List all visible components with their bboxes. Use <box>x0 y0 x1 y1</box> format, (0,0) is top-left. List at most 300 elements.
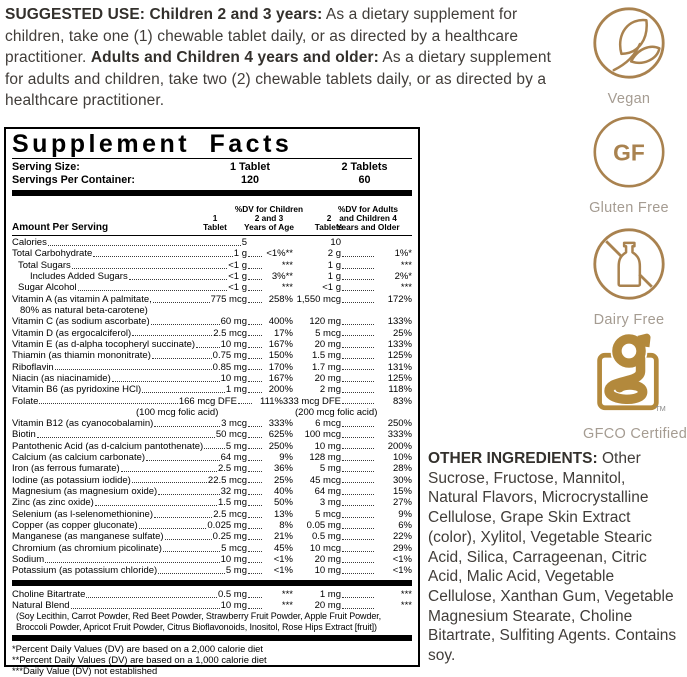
dv-adults: 133% <box>387 316 412 328</box>
gluten-free-badge-label: Gluten Free <box>589 200 669 216</box>
leader-dots <box>153 302 210 303</box>
dv-adults: 28% <box>392 463 412 475</box>
leader-dots <box>158 494 219 495</box>
table-row <box>12 565 412 576</box>
suggested-use-heading-adults: Adults and Children 4 years and older: <box>90 49 379 66</box>
leader-dots <box>248 505 262 506</box>
svg-text:TM: TM <box>655 403 666 413</box>
amount-2-tablets: 10 <box>330 237 341 249</box>
amount-1-tablet: 5 mg <box>225 565 247 577</box>
amount-1-tablet: 0.025 mg <box>207 520 247 531</box>
dv-children: 3%** <box>271 271 293 283</box>
dv-children: *** <box>281 588 293 600</box>
leader-dots <box>146 460 220 461</box>
other-ingredients-heading: OTHER INGREDIENTS: <box>428 450 598 467</box>
amount-2-tablets: <1 g <box>322 282 341 294</box>
suggested-use-text <box>5 4 567 112</box>
leader-dots <box>248 482 262 483</box>
other-rows <box>12 589 412 633</box>
amount-1-tablet: <1 g <box>228 282 247 294</box>
dv-children: 170% <box>268 361 293 373</box>
leader-dots <box>342 426 374 427</box>
nutrient-name: Total Carbohydrate <box>12 248 93 260</box>
leader-dots <box>248 608 262 609</box>
table-row <box>12 328 412 339</box>
svg-text:GF: GF <box>613 139 645 166</box>
dairy-free-icon <box>591 226 667 302</box>
leader-dots <box>342 279 374 280</box>
dv-adults: 125% <box>387 372 412 384</box>
leader-dots <box>196 347 220 348</box>
dv-children: 21% <box>273 531 293 543</box>
table-row <box>12 418 412 429</box>
leader-dots <box>112 381 220 382</box>
leader-dots <box>342 437 374 438</box>
amount-per-serving-header: Amount Per Serving <box>12 221 109 233</box>
dv-adults: *** <box>400 600 412 612</box>
nutrient-note: 80% as natural beta-carotene) <box>20 305 148 317</box>
amount-2-tablets: 1,550 mcg <box>296 293 341 305</box>
gfco-badge <box>583 330 687 442</box>
leader-dots <box>342 528 374 529</box>
dairy-free-badge <box>583 226 675 328</box>
dv-adults: 10% <box>392 451 412 463</box>
leader-dots <box>248 279 262 280</box>
dv-adults: 30% <box>392 474 412 486</box>
leader-dots <box>342 403 374 404</box>
leader-dots <box>342 256 374 257</box>
leader-dots <box>204 448 225 449</box>
dv-children: 200% <box>268 384 293 396</box>
nutrient-name: Zinc (as zinc oxide) <box>12 497 94 509</box>
nutrient-name: Natural Blend <box>12 600 70 612</box>
amount-1-tablet: 10 mg <box>220 338 247 350</box>
dv-adults: <1% <box>392 554 412 566</box>
serving-size-2tab: 2 Tablets <box>341 161 388 173</box>
nutrient-note: (Soy Lecithin, Carrot Powder, Red Beet Powder, Strawberry Fruit Powder, Apple Fruit Powder, Broccoli Powder, Apricot Fruit Powder, Citrus Bioflavonoids, Inositol, Rose Hips Extract [fruit]) <box>16 611 382 632</box>
table-header <box>12 199 412 234</box>
divider <box>12 235 412 236</box>
amount-1-tablet: 0.5 mg <box>217 588 247 600</box>
leader-dots <box>121 471 217 472</box>
vegan-badge-label: Vegan <box>607 91 651 107</box>
dv-adults: 2%* <box>394 271 412 283</box>
servings-1tab: 120 <box>240 173 259 186</box>
table-row <box>12 554 412 565</box>
amount-1-tablet: 5 mcg <box>221 542 247 554</box>
leader-dots <box>248 437 262 438</box>
nutrient-name: Biotin <box>12 429 36 441</box>
amount-2-tablets: 1.5 mg <box>311 350 341 362</box>
leader-dots <box>342 551 374 552</box>
amount-2-tablets: 10 mg <box>314 440 341 452</box>
leader-dots <box>238 403 252 404</box>
amount-1-tablet: 0.75 mg <box>212 350 247 362</box>
leader-dots <box>71 608 220 609</box>
dv-children: 111% <box>260 395 283 407</box>
table-row <box>12 463 412 474</box>
leader-dots <box>342 335 374 336</box>
leader-dots <box>342 369 374 370</box>
dv-children: 36% <box>273 463 293 475</box>
nutrient-name: Chromium (as chromium picolinate) <box>12 542 162 554</box>
nutrient-name: Vitamin D (as ergocalciferol) <box>12 327 132 339</box>
amount-1-tablet: 2.5 mcg <box>213 508 247 520</box>
leader-dots <box>248 426 262 427</box>
servings-per-container-row <box>12 174 412 187</box>
nutrient-name: Riboflavin <box>12 361 54 373</box>
leader-dots <box>55 369 212 370</box>
dv-children: <1% <box>273 565 293 577</box>
suggested-use-heading: SUGGESTED USE: Children 2 and 3 years: <box>5 6 323 23</box>
dv-adults: 6% <box>398 520 412 531</box>
leader-dots <box>248 302 262 303</box>
dv-adults: 250% <box>387 417 412 429</box>
leader-dots <box>342 505 374 506</box>
table-row <box>12 497 412 508</box>
leader-dots <box>248 597 262 598</box>
amount-2-tablets: 5 mg <box>319 463 341 475</box>
dv-children: 13% <box>273 508 293 520</box>
leader-dots <box>78 290 228 291</box>
dv-children: 50% <box>273 497 293 509</box>
dv-adults: 125% <box>387 350 412 362</box>
dv-children: 167% <box>268 338 293 350</box>
leader-dots <box>248 256 262 257</box>
amount-2-tablets: 100 mcg <box>304 429 341 441</box>
amount-1-tablet: 0.25 mg <box>212 531 247 543</box>
dv-children: 625% <box>268 429 293 441</box>
amount-2-tablets: 64 mg <box>314 485 341 497</box>
leader-dots <box>139 528 207 529</box>
nutrient-name: Copper (as copper gluconate) <box>12 520 138 531</box>
dv-adults: *** <box>400 282 412 294</box>
amount-1-tablet: 50 mcg <box>215 429 247 441</box>
col-dv-children-header: %DV for Children 2 and 3 Years of Age <box>234 203 304 233</box>
amount-1-tablet: 10 mg <box>220 554 247 566</box>
leader-dots <box>129 279 228 280</box>
leader-dots <box>248 471 262 472</box>
leader-dots <box>142 392 225 393</box>
footnote-2: **Percent Daily Values (DV) are based on a 1,000 calorie diet <box>12 654 267 666</box>
serving-size-1tab: 1 Tablet <box>230 161 270 173</box>
amount-2-tablets: 0.5 mg <box>311 531 341 543</box>
table-row <box>12 531 412 542</box>
leader-dots <box>151 324 220 325</box>
amount-1-tablet: <1 g <box>228 259 247 271</box>
dv-adults: 133% <box>387 338 412 350</box>
nutrient-name: Total Sugars <box>18 259 71 271</box>
nutrient-name: Calcium (as calcium carbonate) <box>12 451 146 463</box>
amount-2-tablets: 333 mcg DFE <box>282 395 341 407</box>
leader-dots <box>248 369 262 370</box>
dv-adults: 1%* <box>394 248 412 260</box>
dv-adults: 200% <box>387 440 412 452</box>
leader-dots <box>248 551 262 552</box>
leader-dots <box>342 460 374 461</box>
thick-divider <box>12 580 412 586</box>
amount-2-tablets: 20 mg <box>314 338 341 350</box>
dv-children: 25% <box>273 474 293 486</box>
table-row <box>12 339 412 350</box>
amount-2-tablets: 10 mcg <box>309 542 341 554</box>
footnote-1: *Percent Daily Values (DV) are based on a 2,000 calorie diet <box>12 643 264 655</box>
nutrient-name: Vitamin C (as sodium ascorbate) <box>12 316 150 328</box>
amount-1-tablet: 0.85 mg <box>212 361 247 373</box>
footnote-3: ***Daily Value (DV) not established <box>12 665 158 677</box>
dv-adults: *** <box>400 588 412 600</box>
dv-children: 9% <box>279 451 293 463</box>
dv-children: 250% <box>268 440 293 452</box>
nutrient-name: Calories <box>12 237 47 249</box>
dv-children: 40% <box>273 485 293 497</box>
suggested-use-body-1: As a dietary supplement for children, take one (1) chewable tablet daily, or as directed by a healthcare practitioner. <box>5 6 519 66</box>
leader-dots <box>248 517 262 518</box>
leader-dots <box>342 392 374 393</box>
amount-2-tablets: 20 mg <box>314 554 341 566</box>
dv-children: 258% <box>268 293 293 305</box>
nutrient-name: Magnesium (as magnesium oxide) <box>12 485 158 497</box>
table-row <box>12 248 412 259</box>
dv-adults: 27% <box>392 497 412 509</box>
table-row <box>12 260 412 271</box>
dv-children: <1% <box>273 554 293 566</box>
gluten-free-icon <box>591 114 667 190</box>
table-row <box>12 362 412 373</box>
leader-dots <box>248 528 262 529</box>
vegan-leaf-icon <box>591 5 667 81</box>
amount-2-tablets: 120 mg <box>309 316 341 328</box>
amount-1-tablet: 10 mg <box>220 372 247 384</box>
table-row <box>12 441 412 452</box>
leader-dots <box>342 539 374 540</box>
other-ingredients-text <box>428 449 679 666</box>
amount-1-tablet: 3 mcg <box>221 417 247 429</box>
leader-dots <box>163 551 220 552</box>
amount-1-tablet: 32 mg <box>220 485 247 497</box>
amount-2-tablets: 1 mg <box>319 588 341 600</box>
leader-dots <box>248 539 262 540</box>
dv-children: *** <box>281 259 293 271</box>
leader-dots <box>158 573 225 574</box>
thick-divider <box>12 635 412 641</box>
nutrient-name: Niacin (as niacinamide) <box>12 372 111 384</box>
nutrient-name: Sugar Alcohol <box>18 282 77 294</box>
leader-dots <box>342 381 374 382</box>
leader-dots <box>45 562 219 563</box>
nutrient-name: Vitamin E (as d-alpha tocopheryl succinate) <box>12 338 196 350</box>
table-row <box>12 486 412 497</box>
amount-1-tablet: 1.5 mg <box>217 497 247 509</box>
nutrient-name: Includes Added Sugars <box>30 271 128 283</box>
amount-1-tablet: 1 g <box>233 248 247 260</box>
table-row <box>12 282 412 293</box>
amount-2-tablets: 45 mcg <box>309 474 341 486</box>
dv-adults: <1% <box>392 565 412 577</box>
leader-dots <box>132 482 207 483</box>
nutrient-rows <box>12 237 412 577</box>
dv-adults: 83% <box>392 395 412 407</box>
table-row <box>12 509 412 520</box>
nutrient-name: Vitamin B12 (as cyanocobalamin) <box>12 417 154 429</box>
amount-1-tablet: 5 <box>241 237 247 249</box>
leader-dots <box>248 324 262 325</box>
leader-dots <box>342 268 374 269</box>
nutrient-note: (100 mcg folic acid) (200 mcg folic acid) <box>136 406 378 418</box>
nutrient-name: Vitamin B6 (as pyridoxine HCl) <box>12 384 142 396</box>
gluten-free-badge <box>583 114 675 216</box>
table-row <box>12 600 412 611</box>
nutrient-name: Sodium <box>12 554 45 566</box>
leader-dots <box>72 268 227 269</box>
amount-2-tablets: 5 mcg <box>315 327 341 339</box>
leader-dots <box>248 460 262 461</box>
leader-dots <box>342 448 374 449</box>
vegan-badge <box>583 5 675 107</box>
table-row <box>12 350 412 361</box>
amount-2-tablets: 20 mg <box>314 600 341 612</box>
dv-adults: 22% <box>392 531 412 543</box>
dv-children: 17% <box>273 327 293 339</box>
leader-dots <box>342 573 374 574</box>
gfco-certified-icon <box>590 330 668 414</box>
amount-2-tablets: 1 g <box>327 259 341 271</box>
leader-dots <box>132 335 212 336</box>
divider <box>12 158 412 159</box>
leader-dots <box>248 358 262 359</box>
leader-dots <box>152 358 212 359</box>
amount-1-tablet: 1 mg <box>225 384 247 396</box>
dv-adults: 29% <box>392 542 412 554</box>
nutrient-name: Thiamin (as thiamin mononitrate) <box>12 350 151 362</box>
amount-2-tablets: 3 mg <box>319 497 341 509</box>
dairy-free-badge-label: Dairy Free <box>593 312 665 328</box>
col-1-tablet-header: 1 Tablet <box>203 213 227 233</box>
amount-1-tablet: <1 g <box>228 271 247 283</box>
table-row <box>12 396 412 407</box>
panel-title: Supplement Facts <box>12 130 293 158</box>
servings-label: Servings Per Container: <box>12 173 135 186</box>
nutrient-name: Iodine (as potassium iodide) <box>12 474 131 486</box>
dv-adults: 172% <box>387 293 412 305</box>
table-row <box>12 429 412 440</box>
amount-2-tablets: 20 mg <box>314 372 341 384</box>
amount-1-tablet: 64 mg <box>220 451 247 463</box>
leader-dots <box>342 608 374 609</box>
leader-dots <box>342 358 374 359</box>
table-row <box>12 475 412 486</box>
leader-dots <box>248 448 262 449</box>
dv-adults: 333% <box>387 429 412 441</box>
amount-2-tablets: 1.7 mg <box>311 361 341 373</box>
dv-adults: 118% <box>388 384 412 396</box>
amount-1-tablet: 22.5 mcg <box>207 474 247 486</box>
table-row <box>12 452 412 463</box>
dv-adults: *** <box>400 259 412 271</box>
col-dv-adults-header: %DV for Adults and Children 4 Years and Older <box>336 203 400 233</box>
leader-dots <box>342 597 374 598</box>
amount-1-tablet: 2.5 mcg <box>213 327 247 339</box>
leader-dots <box>342 482 374 483</box>
amount-1-tablet: 5 mg <box>225 440 247 452</box>
dv-adults: 131% <box>387 361 412 373</box>
supplement-facts-panel <box>4 127 420 677</box>
table-row <box>12 520 412 531</box>
amount-1-tablet: 2.5 mg <box>217 463 247 475</box>
amount-1-tablet: 775 mcg <box>210 293 247 305</box>
leader-dots <box>93 256 233 257</box>
nutrient-name: Choline Bitartrate <box>12 588 86 600</box>
amount-2-tablets: 5 mcg <box>315 508 341 520</box>
dv-children: *** <box>281 282 293 294</box>
nutrient-name: Vitamin A (as vitamin A palmitate, <box>12 293 152 305</box>
table-row <box>12 294 412 305</box>
nutrient-name: Iron (as ferrous fumarate) <box>12 463 120 475</box>
leader-dots <box>248 268 262 269</box>
leader-dots <box>342 562 374 563</box>
table-row <box>12 237 412 248</box>
amount-2-tablets: 2 mg <box>319 384 341 396</box>
leader-dots <box>342 290 374 291</box>
leader-dots <box>95 505 217 506</box>
suggested-use-body-2: As a dietary supplement for adults and children, take two (2) chewable tablets daily, or as directed by a healthcare practitioner. <box>5 49 552 109</box>
dv-children: <1%** <box>266 248 293 260</box>
table-row <box>12 589 412 600</box>
nutrient-name: Folate <box>12 395 39 407</box>
thick-divider <box>12 190 412 196</box>
leader-dots <box>342 324 374 325</box>
leader-dots <box>342 494 374 495</box>
amount-2-tablets: 6 mcg <box>315 417 341 429</box>
table-row <box>12 543 412 554</box>
dv-children: *** <box>281 600 293 612</box>
amount-1-tablet: 166 mcg DFE <box>178 395 237 407</box>
dv-children: 8% <box>279 520 293 531</box>
leader-dots <box>154 517 212 518</box>
amount-1-tablet: 10 mg <box>220 600 247 612</box>
dv-children: 167% <box>268 372 293 384</box>
gfco-badge-label: GFCO Certified <box>583 426 687 442</box>
leader-dots <box>248 335 262 336</box>
servings-2tab: 60 <box>358 173 371 186</box>
leader-dots <box>248 494 262 495</box>
leader-dots <box>248 573 262 574</box>
amount-2-tablets: 128 mg <box>309 451 341 463</box>
amount-2-tablets: 2 g <box>327 248 341 260</box>
leader-dots <box>37 437 215 438</box>
leader-dots <box>248 347 262 348</box>
leader-dots <box>248 392 262 393</box>
amount-2-tablets: 10 mg <box>314 565 341 577</box>
dv-adults: 25% <box>392 327 412 339</box>
table-row <box>12 316 412 327</box>
dv-children: 150% <box>268 350 293 362</box>
nutrient-name: Manganese (as manganese sulfate) <box>12 531 164 543</box>
leader-dots <box>342 471 374 472</box>
leader-dots <box>154 426 220 427</box>
nutrient-name: Selenium (as l-selenomethionine) <box>12 508 153 520</box>
leader-dots <box>342 517 374 518</box>
leader-dots <box>342 302 374 303</box>
leader-dots <box>342 347 374 348</box>
leader-dots <box>248 381 262 382</box>
leader-dots <box>165 539 212 540</box>
leader-dots <box>248 562 262 563</box>
dv-children: 333% <box>268 417 293 429</box>
dv-adults: 15% <box>392 485 412 497</box>
table-row <box>12 384 412 395</box>
dv-children: 45% <box>273 542 293 554</box>
